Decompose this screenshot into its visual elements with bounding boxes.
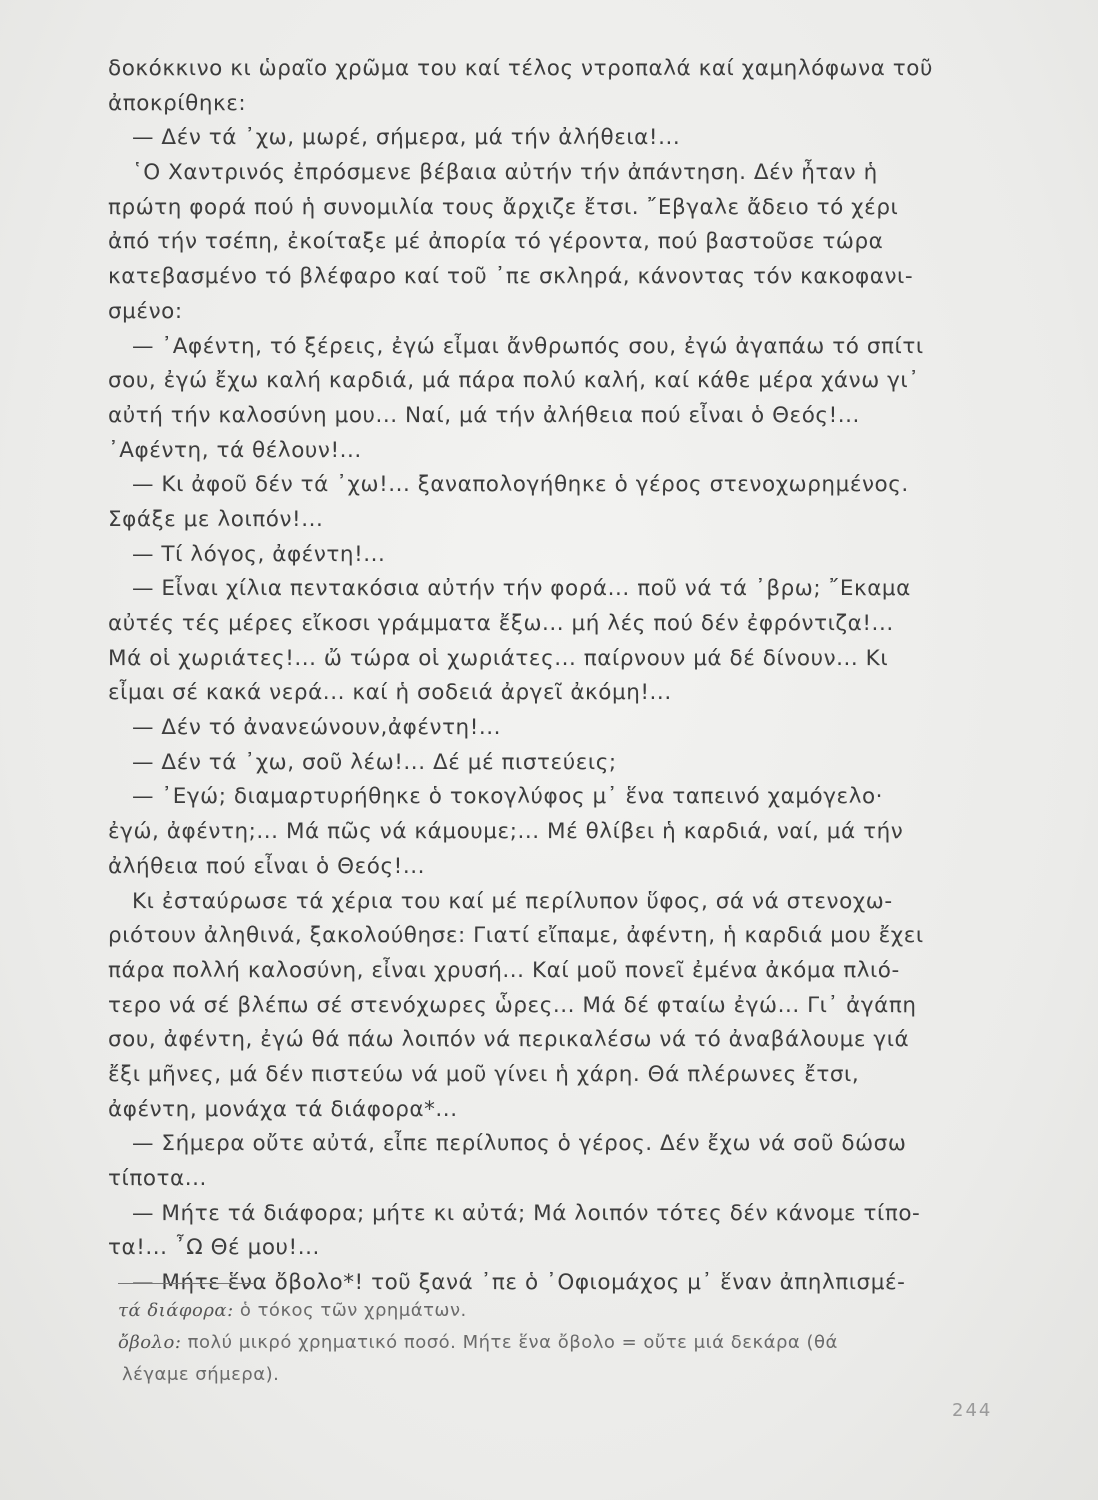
footnote xyxy=(118,1359,998,1391)
text-line: ᾿Αφέντη, τά θέλουν!... xyxy=(108,437,362,463)
text-line: — Μήτε τά διάφορα; μήτε κι αὐτά; Μά λοιπόν τότες δέν κάνομε τίπο- xyxy=(132,1200,921,1226)
text-line: ἀποκρίθηκε: xyxy=(108,90,247,116)
footnote-text: πολύ μικρό χρηματικό ποσό. Μήτε ἕνα ὄβολο = οὔτε μιά δεκάρα (θά xyxy=(181,1332,838,1353)
text-line: — Δέν τό ἀνανεώνουν,ἀφέντη!... xyxy=(132,715,502,741)
text-line: — Δέν τά ᾿χω, σοῦ λέω!... Δέ μέ πιστεύεις; xyxy=(132,749,617,775)
footnote xyxy=(118,1327,998,1359)
body-text xyxy=(108,52,990,1301)
text-line: δοκόκκινο κι ὡραῖο χρῶμα του καί τέλος ντροπαλά καί χαμηλόφωνα τοῦ xyxy=(108,56,933,81)
text-line: ἔξι μῆνες, μά δέν πιστεύω νά μοῦ γίνει ἡ χάρη. Θά πλέρωνες ἔτσι, xyxy=(108,1061,860,1087)
text-line: — Τί λόγος, ἀφέντη!... xyxy=(132,541,386,567)
text-line: — ᾿Αφέντη, τό ξέρεις, ἐγώ εἶμαι ἄνθρωπός σου, ἐγώ ἀγαπάω τό σπίτι xyxy=(132,333,924,359)
footnote xyxy=(118,1295,998,1327)
text-line: — Δέν τά ᾿χω, μωρέ, σήμερα, μά τήν ἀλήθεια!... xyxy=(132,125,681,151)
footnote-term: ὄβολο: xyxy=(118,1332,182,1353)
text-line: Κι ἐσταύρωσε τά χέρια του καί μέ περίλυπον ὕφος, σά νά στενοχω- xyxy=(132,888,893,914)
text-line: τερο νά σέ βλέπω σέ στενόχωρες ὧρες... Μά δέ φταίω ἐγώ... Γι᾿ ἀγάπη xyxy=(108,992,917,1018)
footnotes xyxy=(118,1295,998,1391)
text-line: ἐγώ, ἀφέντη;... Μά πῶς νά κάμουμε;... Μέ θλίβει ἡ καρδιά, ναί, μά τήν xyxy=(108,819,904,845)
text-line: ῾Ο Χαντρινός ἐπρόσμενε βέβαια αὐτήν τήν ἀπάντηση. Δέν ἦταν ἡ xyxy=(132,160,878,186)
footnote-divider xyxy=(118,1283,253,1284)
text-line: σου, ἐγώ ἔχω καλή καρδιά, μά πάρα πολύ καλή, καί κάθε μέρα χάνω γι᾿ xyxy=(108,368,920,394)
text-line: Μά οἱ χωριάτες!... ὤ τώρα οἱ χωριάτες... παίρνουν μά δέ δίνουν... Κι xyxy=(108,645,889,671)
text-line: — ᾿Εγώ; διαμαρτυρήθηκε ὁ τοκογλύφος μ᾿ ἕνα ταπεινό χαμόγελο· xyxy=(132,784,884,810)
text-line: ριότουν ἀληθινά, ξακολούθησε: Γιατί εἴπαμε, ἀφέντη, ἡ καρδιά μου ἔχει xyxy=(108,923,924,949)
text-line: τίποτα... xyxy=(108,1166,207,1191)
text-line: πάρα πολλή καλοσύνη, εἶναι χρυσή... Καί μοῦ πονεῖ ἐμένα ἀκόμα πλιό- xyxy=(108,957,900,983)
text-line: — Σήμερα οὔτε αὐτά, εἶπε περίλυπος ὁ γέρος. Δέν ἔχω νά σοῦ δώσω xyxy=(132,1131,907,1157)
text-line: αὐτή τήν καλοσύνη μου... Ναί, μά τήν ἀλήθεια πού εἶναι ὁ Θεός!... xyxy=(108,402,860,428)
text-line: εἶμαι σέ κακά νερά... καί ἡ σοδειά ἀργεῖ ἀκόμη!... xyxy=(108,680,672,706)
text-line: ἀφέντη, μονάχα τά διάφορα*... xyxy=(108,1096,458,1122)
text-line: Σφάξε με λοιπόν!... xyxy=(108,506,324,532)
text-line: — Κι ἀφοῦ δέν τά ᾿χω!... ξαναπολογήθηκε ὁ γέρος στενοχωρημένος. xyxy=(132,472,909,498)
text-line: — Εἶναι χίλια πεντακόσια αὐτήν τήν φορά... ποῦ νά τά ᾿βρω; ῎Εκαμα xyxy=(132,576,911,602)
text-line: — Μήτε ἕνα ὄβολο*! τοῦ ξανά ᾿πε ὁ ᾿Οφιομάχος μ᾿ ἕναν ἀπηλπισμέ- xyxy=(132,1270,906,1296)
page-number: 244 xyxy=(952,1400,993,1421)
text-line: σου, ἀφέντη, ἐγώ θά πάω λοιπόν νά περικαλέσω νά τό ἀναβάλουμε γιά xyxy=(108,1027,910,1053)
text-line: ἀπό τήν τσέπη, ἐκοίταξε μέ ἀπορία τό γέροντα, πού βαστοῦσε τώρα xyxy=(108,229,884,255)
footnote-text: λέγαμε σήμερα). xyxy=(122,1364,280,1385)
footnote-term: τά διάφορα: xyxy=(118,1300,234,1321)
text-line: πρώτη φορά πού ἡ συνομιλία τους ἄρχιζε ἔτσι. ῎Εβγαλε ἄδειο τό χέρι xyxy=(108,194,899,220)
text-line: κατεβασμένο τό βλέφαρο καί τοῦ ᾿πε σκληρά, κάνοντας τόν κακοφανι- xyxy=(108,264,914,290)
footnote-text: ὁ τόκος τῶν χρημάτων. xyxy=(233,1300,467,1321)
text-line: τα!... ῏Ω Θέ μου!... xyxy=(108,1235,320,1261)
text-line: αὐτές τές μέρες εἴκοσι γράμματα ἔξω... μή λές πού δέν ἐφρόντιζα!... xyxy=(108,611,894,636)
text-line: ἀλήθεια πού εἶναι ὁ Θεός!... xyxy=(108,853,425,879)
text-line: σμένο: xyxy=(108,298,183,324)
